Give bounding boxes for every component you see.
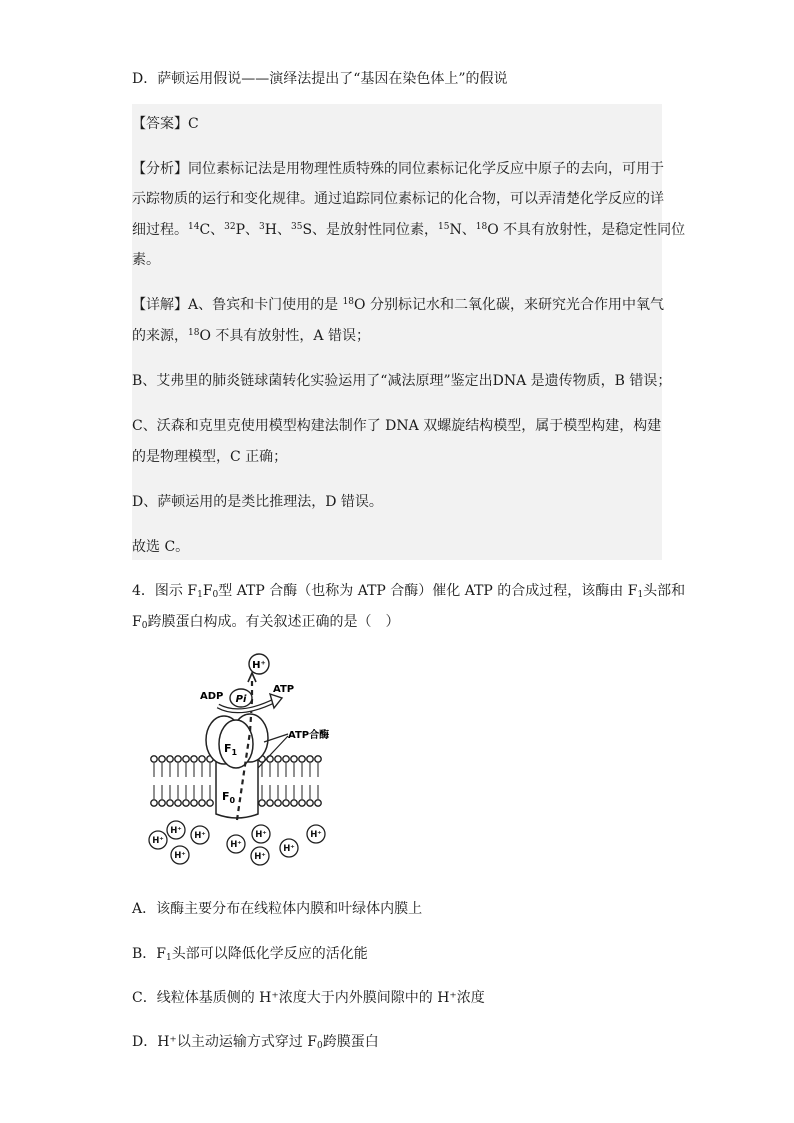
text: 的来源， [132, 328, 188, 344]
option-c: C．线粒体基质侧的 H⁺浓度大于内外膜间隙中的 H⁺浓度 [132, 990, 485, 1006]
subscript: 0 [141, 621, 148, 631]
detail-option-d: D、萨顿运用的是类比推理法，D 错误。 [132, 494, 383, 510]
analysis-line-4: 素。 [132, 252, 160, 268]
atp-synthase-figure [140, 652, 340, 872]
text: 型 ATP 合酶（也称为 ATP 合酶）催化 ATP 的合成过程，该酶由 F [218, 583, 638, 599]
proton-label: H⁺ [283, 844, 295, 854]
text: 头部可以降低化学反应的活化能 [171, 946, 368, 962]
analysis-line-1: 【分析】同位素标记法是用物理性质特殊的同位素标记化学反应中原子的去向，可用于 [132, 161, 664, 177]
question-line-1 [132, 580, 685, 600]
proton-label: H⁺ [254, 852, 266, 862]
f1-letter: F [224, 742, 232, 755]
f0-letter: F [222, 790, 230, 803]
text: 【详解】A、鲁宾和卡门使用的是 [132, 297, 343, 313]
text: 跨膜蛋白构成。有关叙述正确的是（ ） [147, 614, 400, 630]
arrow-head-icon [270, 694, 282, 708]
proton-label: H⁺ [194, 831, 206, 841]
detail-option-c-line-1: C、沃森和克里克使用模型构建法制作了 DNA 双螺旋结构模型，属于模型构建，构建 [132, 418, 662, 434]
proton-label: H⁺ [152, 836, 164, 846]
answer-line: 【答案】C [132, 116, 199, 132]
text: P、 [235, 222, 260, 238]
proton-label: H⁺ [230, 840, 242, 850]
text: N、 [449, 222, 476, 238]
arrow-up-icon [248, 673, 256, 682]
isotope-mass: 35 [291, 222, 303, 232]
subscript: 1 [637, 590, 644, 600]
option-b [132, 943, 368, 963]
analysis-line-2: 示踪物质的运行和变化规律。通过追踪同位素标记的化合物，可以弄清楚化学反应的详 [132, 191, 664, 207]
proton-label: H⁺ [170, 826, 182, 836]
f0-subscript: 0 [229, 796, 236, 805]
pi-label: Pi [235, 694, 247, 705]
analysis-line-3 [132, 219, 685, 239]
subscript: 0 [317, 1041, 323, 1051]
text: 4．图示 F [132, 583, 198, 599]
proton-label: H⁺ [255, 830, 267, 840]
question-line-2 [132, 611, 399, 631]
detail-line-2 [132, 325, 370, 345]
text: 跨膜蛋白 [322, 1034, 379, 1050]
proton-label: H⁺ [174, 851, 186, 861]
adp-label: ADP [200, 691, 224, 702]
isotope-mass: 18 [188, 328, 200, 338]
text: H、 [264, 222, 291, 238]
previous-option-d: D．萨顿运用假说——演绎法提出了“基因在染色体上”的假说 [132, 71, 508, 87]
detail-option-b: B、艾弗里的肺炎链球菌转化实验运用了“减法原理”鉴定出DNA 是遗传物质，B 错误； [132, 373, 672, 389]
text: S、是放射性同位素， [302, 222, 439, 238]
detail-option-c-line-2: 的是物理模型，C 正确； [132, 449, 288, 465]
atp-label: ATP [273, 684, 295, 695]
subscript: 1 [166, 953, 172, 963]
atp-synthase-label: ATP合酶 [288, 730, 330, 741]
proton-top-label: H⁺ [252, 660, 266, 671]
text: 头部和 [643, 583, 686, 599]
isotope-mass: 18 [475, 222, 488, 232]
detail-line-1 [132, 294, 664, 314]
text: 细过程。 [132, 222, 188, 238]
isotope-mass: 18 [342, 297, 355, 307]
atp-synthase-diagram [140, 652, 340, 872]
text: C、 [199, 222, 225, 238]
proton-label: H⁺ [310, 830, 322, 840]
text: F [132, 614, 142, 630]
conclusion: 故选 C。 [132, 539, 190, 555]
text: O 分别标记水和二氧化碳，来研究光合作用中氧气 [354, 297, 664, 313]
f1-head [206, 714, 268, 768]
subscript: 0 [212, 590, 219, 600]
option-a: A．该酶主要分布在线粒体内膜和叶绿体内膜上 [132, 901, 423, 917]
isotope-mass: 32 [224, 222, 236, 232]
text: O 不具有放射性，是稳定性同位 [487, 222, 686, 238]
isotope-mass: 14 [188, 222, 200, 232]
subscript: 1 [197, 590, 203, 600]
isotope-mass: 15 [438, 222, 450, 232]
f1-subscript: 1 [231, 748, 238, 757]
option-d [132, 1031, 379, 1051]
isotope-mass: 3 [259, 222, 265, 232]
text: D．H⁺以主动运输方式穿过 F [132, 1034, 317, 1050]
text: B．F [132, 946, 167, 962]
text: O 不具有放射性，A 错误； [199, 328, 370, 344]
text: F [202, 583, 213, 599]
